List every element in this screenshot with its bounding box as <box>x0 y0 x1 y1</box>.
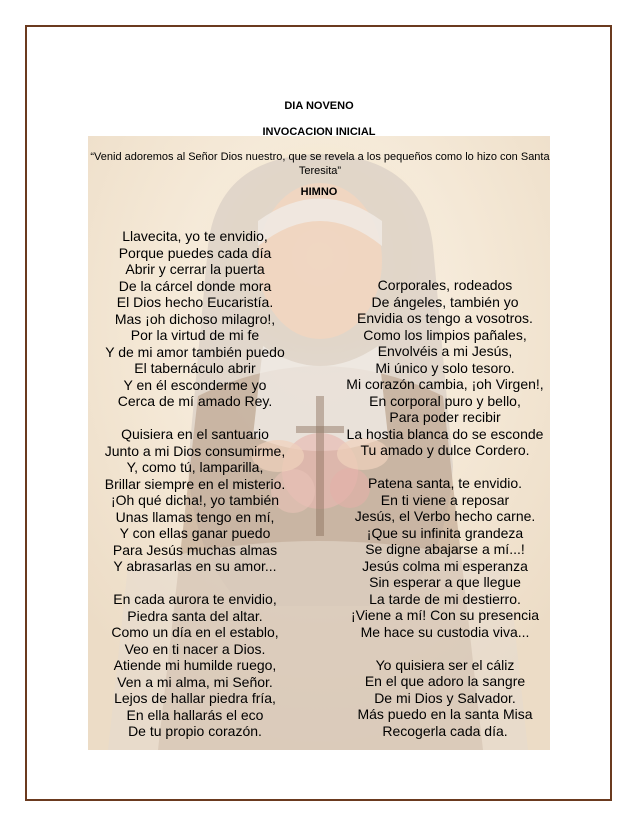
verse-line: La tarde de mi destierro. <box>369 590 521 607</box>
verse-line: Tu amado y dulce Cordero. <box>360 442 530 458</box>
verse-line: Y, como tú, lamparilla, <box>126 459 264 475</box>
stanza <box>100 426 290 575</box>
verse-line: De ángeles, también yo <box>371 293 519 310</box>
verse-line: Como los limpios pañales, <box>363 326 527 343</box>
stanza-gap <box>100 575 290 592</box>
verse-line: El Dios hecho Eucaristía. <box>116 294 274 310</box>
verse-line: Jesús, el Verbo hecho carne. <box>354 508 536 524</box>
verse-line: Como un día en el establo, <box>111 624 279 640</box>
verse-line: Y en él esconderme yo <box>123 376 267 393</box>
verse-line: Piedra santa del altar. <box>127 607 263 624</box>
verse-line: Y de mi amor también puedo <box>105 343 285 360</box>
verse-line: ¡Oh qué dicha!, yo también <box>110 492 280 508</box>
verse-line: En corporal puro y bello, <box>369 392 521 409</box>
verse-line: Y abrasarlas en su amor... <box>113 558 277 574</box>
verse-line: Yo quisiera ser el cáliz <box>375 656 515 673</box>
verse-line: Me hace su custodia viva... <box>360 623 530 640</box>
verse-line: De mi Dios y Salvador. <box>374 689 516 706</box>
verse-line: Mi único y solo tesoro. <box>375 359 515 376</box>
verse-line: Recogerla cada día. <box>382 722 508 739</box>
verse-line: Para poder recibir <box>389 409 501 425</box>
verse-line: Atiende mi humilde ruego, <box>113 657 277 673</box>
verse-line: Mas ¡oh dichoso milagro!, <box>114 310 276 327</box>
verse-line: Junto a mi Dios consumirme, <box>104 442 286 459</box>
verse-line: Por la virtud de mi fe <box>130 327 260 343</box>
verse-line: Corporales, rodeados <box>377 277 513 293</box>
verse-line: Cerca de mí amado Rey. <box>117 393 273 409</box>
verse-line: Unas llamas tengo en mí, <box>115 508 275 525</box>
invocation-text: “Venid adoremos al Señor Dios nuestro, que se revela a los pequeños como lo hizo con Santa Teresita” <box>90 151 550 177</box>
verse-line: ¡Viene a mí! Con su presencia <box>350 607 540 623</box>
stanza <box>335 657 555 740</box>
verse-line: Jesús colma mi esperanza <box>362 557 528 574</box>
verse-line: ¡Que su infinita grandeza <box>366 524 524 541</box>
verse-line: Lejos de hallar piedra fría, <box>114 690 276 706</box>
verse-line: Envolvéis a mi Jesús, <box>377 343 513 359</box>
verse-line: Patena santa, te envidio. <box>367 475 523 491</box>
verse-line: Y con ellas ganar puedo <box>119 525 271 541</box>
verse-line: Llavecita, yo te envidio, <box>122 228 268 244</box>
verse-line: Quisiera en el santuario <box>121 426 269 442</box>
verse-line: De la cárcel donde mora <box>118 277 272 294</box>
hymn-left-column <box>100 228 290 740</box>
verse-line: En ti viene a reposar <box>380 491 510 508</box>
verse-line: En el que adoro la sangre <box>364 673 526 689</box>
stanza-gap <box>335 640 555 657</box>
verse-line: Ven a mi alma, mi Señor. <box>117 673 273 690</box>
hymn-right-column <box>335 277 555 739</box>
verse-line: Para Jesús muchas almas <box>112 541 278 558</box>
verse-line: Abrir y cerrar la puerta <box>125 261 265 277</box>
stanza-gap <box>100 410 290 427</box>
verse-line: Envidia os tengo a vosotros. <box>357 310 533 326</box>
hymn-title: HIMNO <box>300 186 338 198</box>
stanza <box>100 591 290 740</box>
verse-line: En ella hallarás el eco <box>126 706 264 723</box>
verse-line: Se digne abajarse a mí...! <box>365 541 525 557</box>
verse-line: Brillar siempre en el misterio. <box>104 475 286 492</box>
verse-line: De tu propio corazón. <box>128 723 262 739</box>
verse-line: En cada aurora te envidio, <box>113 591 277 607</box>
verse-line: Mi corazón cambia, ¡oh Virgen!, <box>346 376 544 392</box>
stanza-gap <box>335 459 555 476</box>
verse-line: Sin esperar a que llegue <box>369 574 521 590</box>
stanza <box>335 277 555 459</box>
verse-line: Más puedo en la santa Misa <box>357 706 533 722</box>
stanza <box>100 228 290 410</box>
verse-line: Porque puedes cada día <box>118 244 272 261</box>
day-title: DIA NOVENO <box>284 100 354 112</box>
verse-line: Veo en ti nacer a Dios. <box>124 640 266 657</box>
stanza <box>335 475 555 640</box>
invocation-title: INVOCACION INICIAL <box>262 126 376 138</box>
verse-line: La hostia blanca do se esconde <box>346 425 544 442</box>
verse-line: El tabernáculo abrir <box>134 360 256 376</box>
